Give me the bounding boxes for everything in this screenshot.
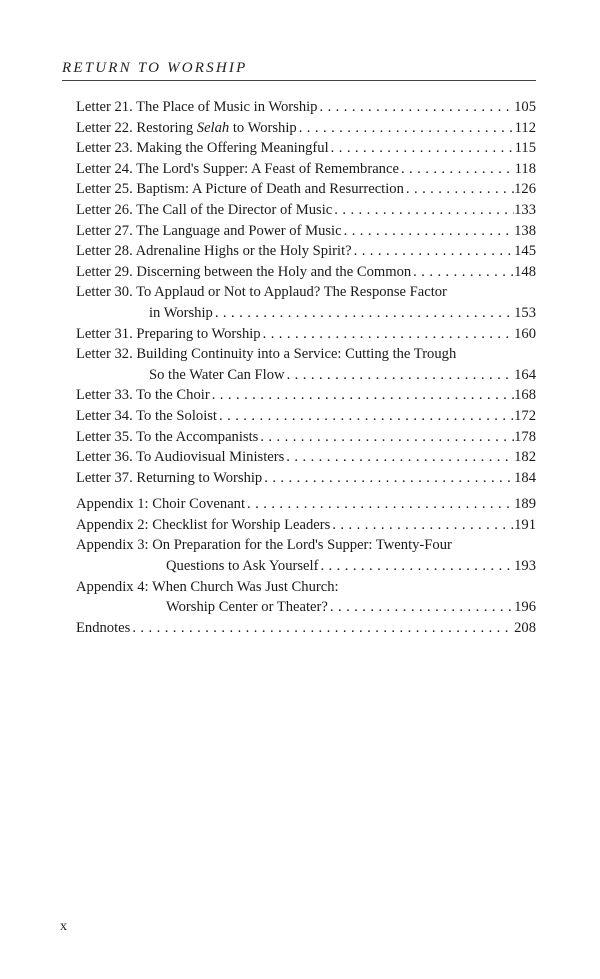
toc-entry-title: Letter 21. The Place of Music in Worship <box>76 99 318 115</box>
dot-leader <box>328 597 514 618</box>
toc-entry-title: Letter 29. Discerning between the Holy and the Common <box>76 263 412 280</box>
toc-entry-title: Letter 26. The Call of the Director of Music <box>76 201 333 218</box>
dot-leader <box>399 159 515 180</box>
toc-entry-page: 118 <box>514 160 536 177</box>
dot-leader <box>329 138 515 159</box>
toc-entry-page: 160 <box>514 325 536 342</box>
toc-entry-page: 153 <box>514 304 536 321</box>
toc-appendix-continuation <box>76 556 536 577</box>
toc-entry-title: Letter 31. Preparing to Worship <box>76 325 261 342</box>
toc-entry-page: 196 <box>514 599 536 616</box>
toc-entry-title: Letter 35. To the Accompanists <box>76 428 259 445</box>
toc-entry-page: 105 <box>514 99 536 115</box>
toc-entry <box>76 468 536 489</box>
dot-leader <box>352 241 515 262</box>
toc-appendix-entry <box>76 494 536 515</box>
toc-entry-title: Appendix 3: On Preparation for the Lord's Supper: Twenty-Four <box>76 537 452 554</box>
dot-leader <box>258 427 514 448</box>
toc-entry-title: Appendix 1: Choir Covenant <box>76 496 246 513</box>
toc-appendix-first-line <box>76 577 536 598</box>
toc-entry-page: 172 <box>514 407 536 424</box>
toc-entry-page: 193 <box>514 558 536 575</box>
toc-entry-first-line <box>76 282 536 303</box>
toc-entry-first-line <box>76 344 536 365</box>
toc-entry-page: 168 <box>514 387 536 404</box>
dot-leader <box>411 262 514 283</box>
toc-entry-page: 145 <box>514 243 536 260</box>
toc-entry-title: Appendix 2: Checklist for Worship Leaders <box>76 516 331 533</box>
toc-entry-title: Letter 36. To Audiovisual Ministers <box>76 449 285 466</box>
toc-entry <box>76 406 536 427</box>
toc-entry <box>76 385 536 406</box>
toc-entry <box>76 200 536 221</box>
toc-entry-title: Endnotes <box>76 619 131 636</box>
toc-entry <box>76 138 536 159</box>
toc-entry-title: Letter 34. To the Soloist <box>76 407 217 424</box>
dot-leader <box>297 118 515 139</box>
toc-entry-page: 138 <box>514 222 536 239</box>
table-of-contents <box>76 97 536 638</box>
dot-leader <box>217 406 514 427</box>
toc-entry-title: Letter 25. Baptism: A Picture of Death and Resurrection <box>76 181 404 198</box>
dot-leader <box>404 179 514 200</box>
dot-leader <box>318 556 514 577</box>
dot-leader <box>245 494 514 515</box>
toc-entry <box>76 118 536 139</box>
toc-entry-title-cont: Questions to Ask Yourself <box>166 558 319 575</box>
dot-leader <box>213 303 514 324</box>
toc-entry-page: 178 <box>514 428 536 445</box>
toc-entry-title: Letter 27. The Language and Power of Music <box>76 222 342 239</box>
toc-entry-page: 115 <box>514 140 536 157</box>
dot-leader <box>332 200 514 221</box>
toc-entry-title: Appendix 4: When Church Was Just Church: <box>76 578 339 595</box>
toc-appendix-continuation <box>76 597 536 618</box>
toc-entry-page: 182 <box>514 449 536 466</box>
toc-entry-page: 148 <box>514 263 536 280</box>
dot-leader <box>262 468 514 489</box>
toc-endnotes-entry <box>76 618 536 639</box>
toc-entry-page: 126 <box>514 181 536 198</box>
toc-entry-page: 164 <box>514 366 536 383</box>
toc-entry-page: 112 <box>514 119 536 136</box>
dot-leader <box>330 515 514 536</box>
dot-leader <box>285 365 515 386</box>
toc-entry <box>76 97 536 118</box>
toc-entry-title-cont: Worship Center or Theater? <box>166 599 328 616</box>
toc-entry <box>76 447 536 468</box>
toc-entry <box>76 179 536 200</box>
toc-entry-title-cont: So the Water Can Flow <box>149 366 285 383</box>
toc-entry-title-cont: in Worship <box>149 304 213 321</box>
toc-entry-page: 133 <box>514 201 536 218</box>
toc-appendix-first-line <box>76 535 536 556</box>
toc-entry-title: Letter 23. Making the Offering Meaningful <box>76 140 329 157</box>
dot-leader <box>284 447 514 468</box>
toc-entry-page: 208 <box>514 619 536 636</box>
toc-entry-title: Letter 37. Returning to Worship <box>76 469 263 486</box>
toc-entry-title: Letter 24. The Lord's Supper: A Feast of Remembrance <box>76 160 399 177</box>
toc-entry-page: 184 <box>514 469 536 486</box>
dot-leader <box>130 618 514 639</box>
toc-entry-page: 191 <box>514 516 536 533</box>
toc-entry <box>76 159 536 180</box>
toc-entry-title: Letter 32. Building Continuity into a Service: Cutting the Trough <box>76 346 457 363</box>
dot-leader <box>210 385 514 406</box>
toc-entry <box>76 221 536 242</box>
toc-entry <box>76 324 536 345</box>
toc-entry-italic: Selah <box>196 119 230 136</box>
toc-entry-title: Letter 33. To the Choir <box>76 387 210 404</box>
toc-entry-continuation <box>76 365 536 386</box>
dot-leader <box>261 324 515 345</box>
toc-entry <box>76 427 536 448</box>
running-head: RETURN TO WORSHIP <box>62 60 248 76</box>
toc-entry-title: Letter 30. To Applaud or Not to Applaud? The Response Factor <box>76 284 447 301</box>
toc-entry-page: 189 <box>514 496 536 513</box>
toc-appendix-entry <box>76 515 536 536</box>
header-rule <box>62 80 536 81</box>
toc-entry-continuation <box>76 303 536 324</box>
toc-entry <box>76 262 536 283</box>
page-number: x <box>60 919 67 934</box>
dot-leader <box>317 97 514 118</box>
toc-entry-title: Letter 28. Adrenaline Highs or the Holy Spirit? <box>76 243 352 260</box>
toc-entry-title: Letter 22. Restoring Selah to Worship <box>76 119 297 136</box>
dot-leader <box>342 221 515 242</box>
toc-entry <box>76 241 536 262</box>
